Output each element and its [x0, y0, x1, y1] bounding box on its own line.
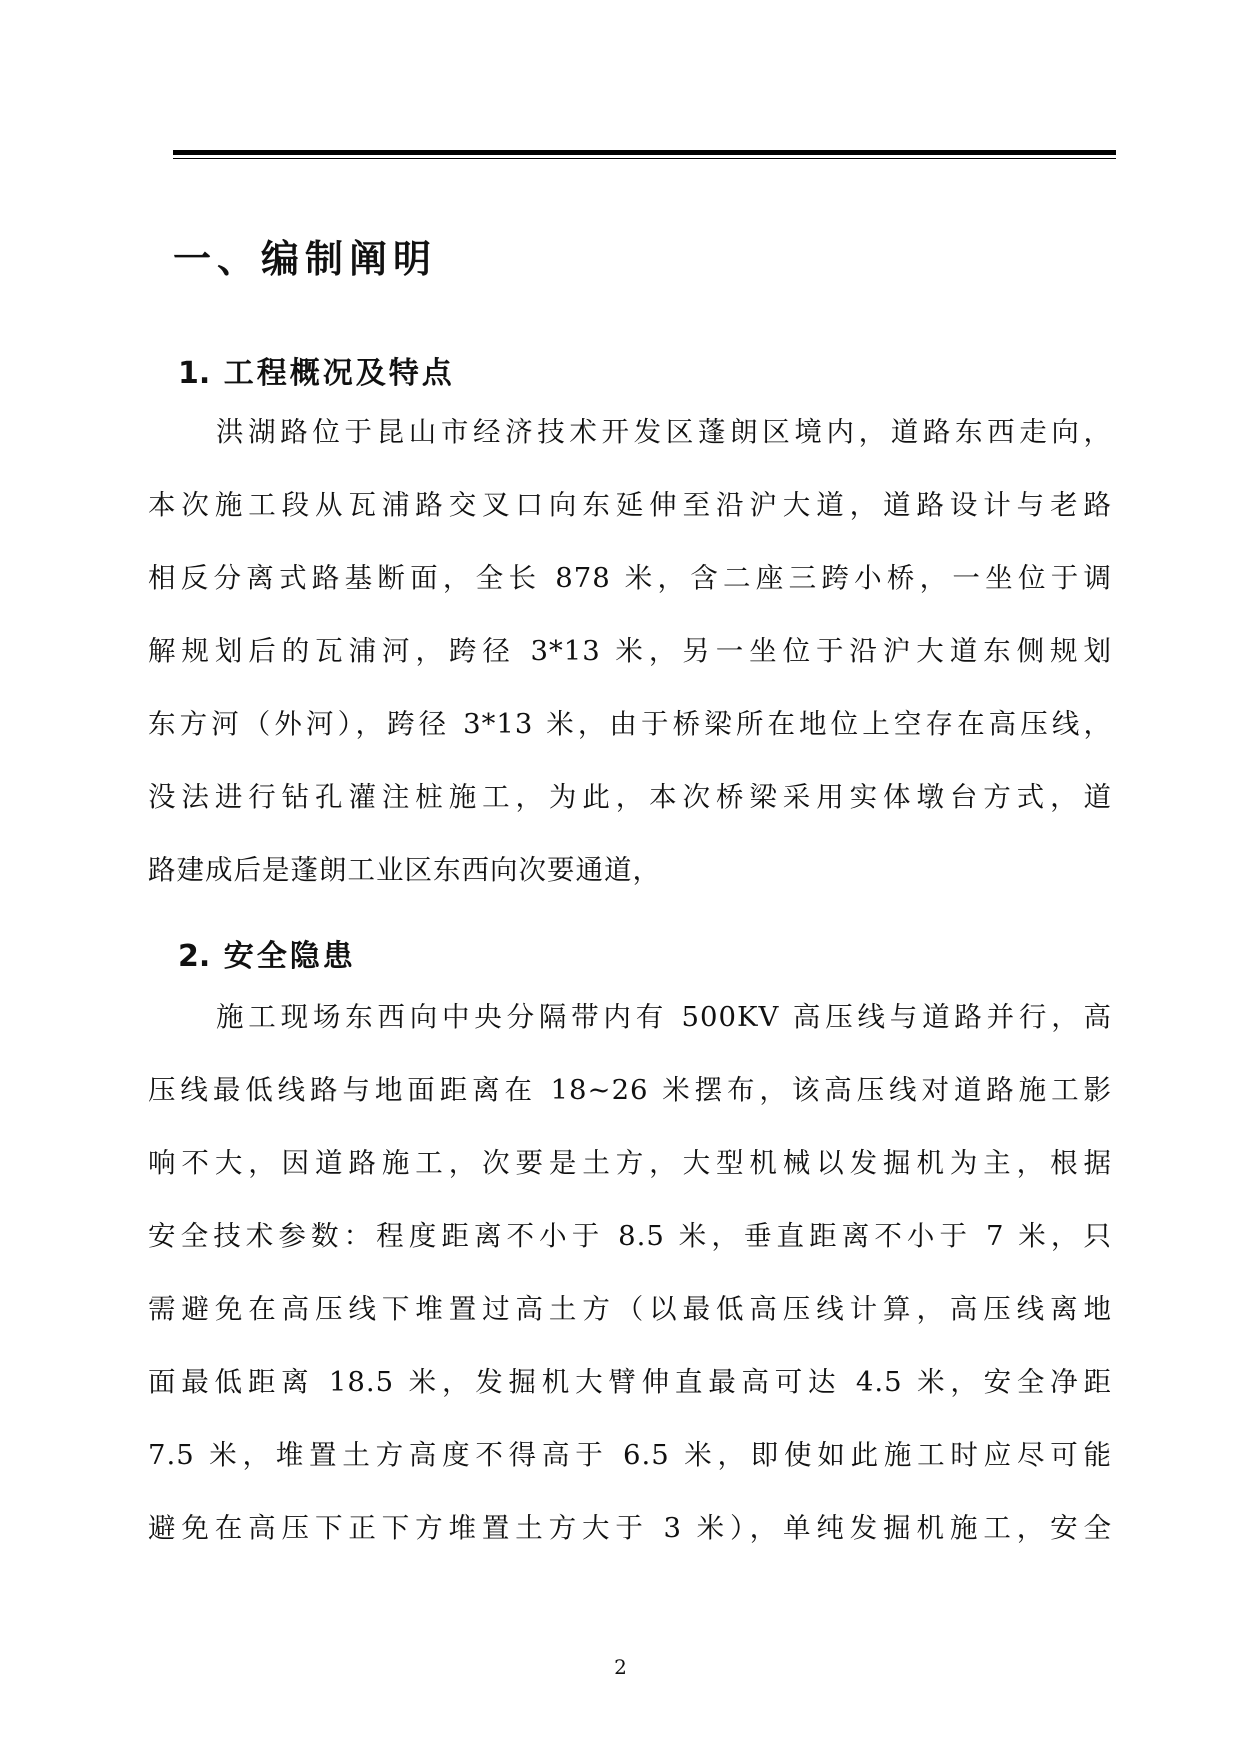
- body-line: 面最低距离 18.5 米，发掘机大臂伸直最高可达 4.5 米，安全净距: [148, 1366, 1112, 1398]
- body-line: 解规划后的瓦浦河，跨径 3*13 米，另一坐位于沿沪大道东侧规划: [148, 635, 1112, 667]
- body-line: 7.5 米，堆置土方高度不得高于 6.5 米，即使如此施工时应尽可能: [148, 1439, 1112, 1471]
- section-number: 2.: [178, 939, 211, 974]
- section-number: 1.: [178, 356, 211, 391]
- body-line: 相反分离式路基断面，全长 878 米，含二座三跨小桥，一坐位于调: [148, 562, 1112, 594]
- section-title: 安全隐患: [223, 939, 356, 974]
- chapter-heading: 一、编制阐明: [173, 237, 438, 281]
- body-line: 压线最低线路与地面距离在 18~26 米摆布，该高压线对道路施工影: [148, 1074, 1112, 1106]
- section-title: 工程概况及特点: [223, 356, 455, 391]
- body-line: 避免在高压下正下方堆置土方大于 3 米），单纯发掘机施工，安全: [148, 1512, 1112, 1544]
- section-heading-1: [178, 348, 455, 392]
- body-line: 本次施工段从瓦浦路交叉口向东延伸至沿沪大道，道路设计与老路: [148, 489, 1112, 521]
- body-line: 施工现场东西向中央分隔带内有 500KV 高压线与道路并行，高: [216, 1001, 1112, 1033]
- body-line: 路建成后是蓬朗工业区东西向次要通道，: [148, 854, 661, 886]
- section-heading-2: [178, 931, 356, 975]
- body-line: 需避免在高压线下堆置过高土方（以最低高压线计算，高压线离地: [148, 1293, 1112, 1325]
- header-rule-thin: [173, 158, 1116, 159]
- body-line: 响不大，因道路施工，次要是土方，大型机械以发掘机为主，根据: [148, 1147, 1112, 1179]
- header-rule-thick: [173, 150, 1116, 155]
- page-number: 2: [614, 1655, 627, 1679]
- body-line: 没法进行钻孔灌注桩施工，为此，本次桥梁采用实体墩台方式，道: [148, 781, 1112, 813]
- body-line: 洪湖路位于昆山市经济技术开发区蓬朗区境内，道路东西走向，: [216, 416, 1112, 448]
- body-line: 安全技术参数：程度距离不小于 8.5 米，垂直距离不小于 7 米，只: [148, 1220, 1112, 1252]
- body-line: 东方河（外河），跨径 3*13 米，由于桥梁所在地位上空存在高压线，: [148, 708, 1112, 740]
